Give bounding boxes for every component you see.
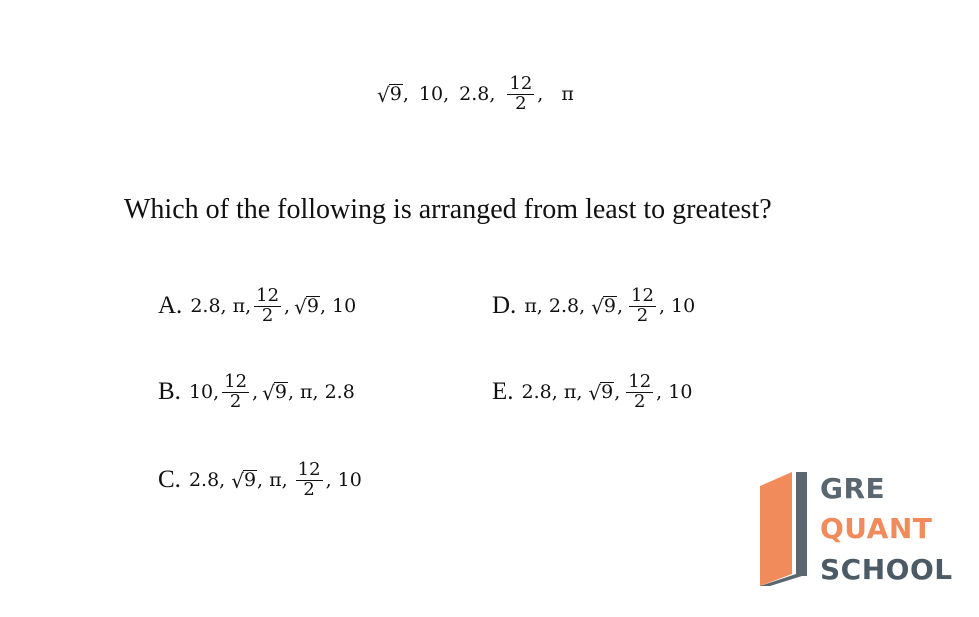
- choice-label: C.: [158, 466, 181, 494]
- comma: ,: [614, 381, 621, 404]
- value-2-8: 2.8,: [459, 83, 496, 106]
- logo-text-school: SCHOOL: [820, 553, 953, 586]
- sqrt-9: √ 9: [294, 294, 319, 319]
- sqrt-9: √ 9: [588, 380, 614, 405]
- fraction-12-2: $\frac{12}{2}$: [628, 371, 652, 412]
- comma: ,: [252, 381, 259, 404]
- comma: ,: [616, 295, 624, 318]
- choice-c[interactable]: [158, 461, 362, 500]
- choice-text: , 10: [658, 295, 696, 318]
- choice-e[interactable]: [492, 373, 692, 412]
- choice-text: , 10: [325, 469, 362, 492]
- logo-text-quant: QUANT: [820, 512, 933, 545]
- choice-text: , π, 2.8: [287, 381, 355, 404]
- sqrt-9: √ 9: [591, 294, 616, 319]
- choice-b[interactable]: [158, 373, 355, 412]
- choice-d[interactable]: [492, 287, 695, 326]
- choice-text: π, 2.8,: [524, 295, 586, 318]
- fraction-12-2: $\frac{12}{2}$: [509, 73, 533, 114]
- logo-text-gre: GRE: [820, 472, 886, 505]
- comma: ,: [537, 83, 544, 106]
- fraction-12-2: $\frac{12}{2}$: [224, 371, 248, 412]
- choice-label: A.: [158, 292, 183, 320]
- comma: ,: [402, 83, 409, 106]
- choice-a[interactable]: [158, 287, 356, 326]
- choice-label: D.: [492, 292, 517, 320]
- value-pi: π: [561, 83, 574, 106]
- choice-text: , 10: [656, 381, 693, 404]
- choice-text: 2.8, π,: [521, 381, 583, 404]
- choice-text: , π,: [257, 469, 288, 492]
- value-10: 10,: [418, 83, 450, 106]
- choice-text: 2.8,: [188, 469, 226, 492]
- choice-text: 10,: [188, 381, 220, 404]
- choice-text: , 10: [319, 295, 357, 318]
- sqrt-9: √ 9: [377, 82, 402, 107]
- choice-label: E.: [492, 378, 514, 406]
- question-text: Which of the following is arranged from least to greatest?: [124, 194, 772, 225]
- gre-quant-school-logo-icon: [758, 468, 818, 588]
- fraction-12-2: $\frac{12}{2}$: [297, 459, 321, 500]
- fraction-12-2: $\frac{12}{2}$: [256, 285, 280, 326]
- choice-text: 2.8, π,: [190, 295, 252, 318]
- comma: ,: [284, 295, 291, 318]
- choice-label: B.: [158, 378, 181, 406]
- sqrt-9: √ 9: [262, 380, 287, 405]
- number-list: [377, 75, 574, 114]
- sqrt-9: √ 9: [231, 468, 257, 493]
- fraction-12-2: $\frac{12}{2}$: [631, 285, 654, 326]
